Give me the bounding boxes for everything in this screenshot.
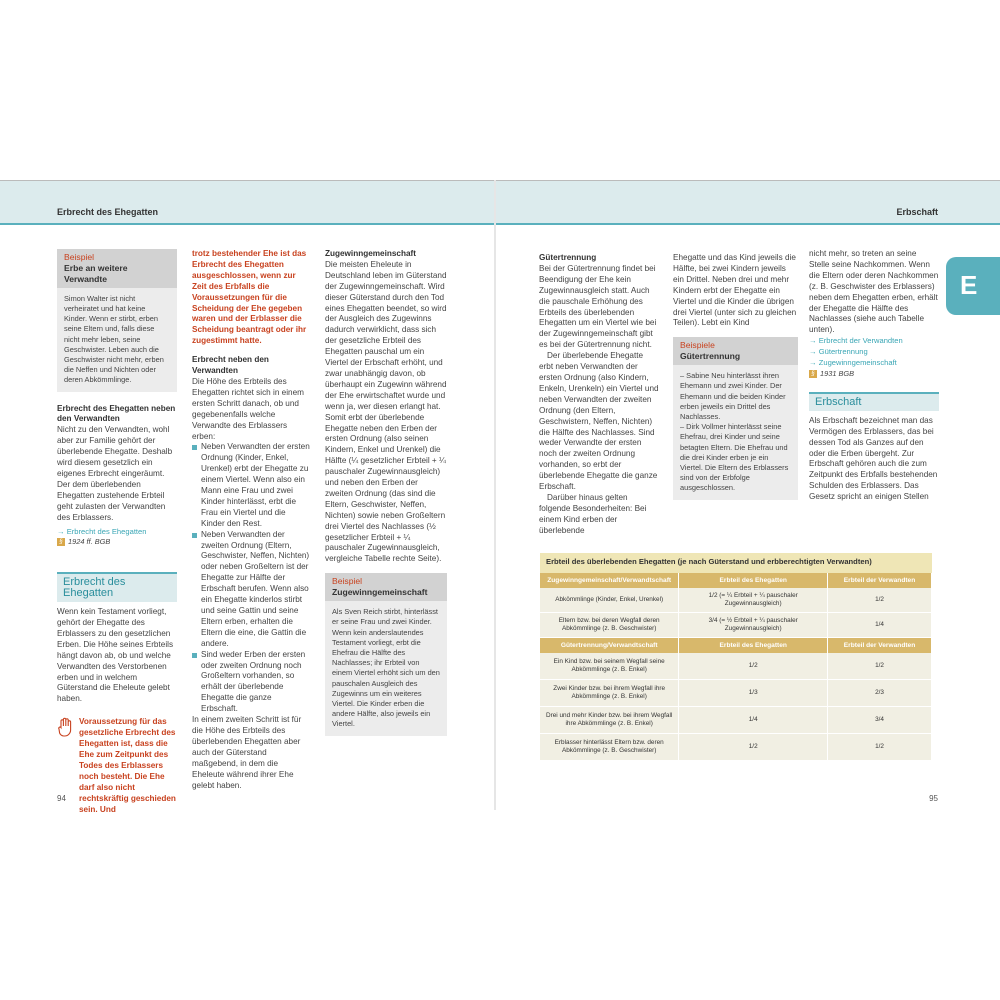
inheritance-table bbox=[540, 553, 932, 761]
table-title: Erbteil des überlebenden Ehegatten (je nach Güterstand und erbberechtigten Verwandten) bbox=[540, 553, 932, 573]
left-column-1 bbox=[57, 249, 177, 815]
section-title: Erbschaft bbox=[809, 392, 939, 411]
body-text: Ehegatte und das Kind jeweils die Hälfte, bei zwei Kindern jeweils ein Drittel. Neben drei und mehr Kindern erbt der Ehegatte ein Viertel und die Kinder die übrigen drei Viertel (unter sich zu gleichen Teilen). Lebt ein Kind bbox=[673, 253, 797, 328]
table-header bbox=[540, 573, 932, 588]
cross-reference-link[interactable]: → Erbrecht der Verwandten bbox=[809, 336, 903, 346]
table-cell: 3/4 bbox=[828, 707, 932, 733]
table-header bbox=[540, 638, 932, 653]
list-item: Neben Verwandten der ersten Ordnung (Kinder, Enkel, Urenkel) erbt der Ehegatte zu einem Viertel. Wenn also ein Mann eine Frau und zwei Kinder hinterlässt, erbt die Frau ein Viertel und die Kinder den Rest. bbox=[192, 442, 310, 529]
right-column-2 bbox=[673, 253, 798, 500]
paragraph-icon: § bbox=[809, 370, 817, 378]
example-title: Gütertrennung bbox=[680, 351, 741, 362]
table-row bbox=[540, 734, 932, 761]
right-column-3 bbox=[809, 249, 939, 503]
left-running-head: Erbrecht des Ehegatten bbox=[57, 207, 159, 217]
left-header-band bbox=[0, 181, 494, 225]
left-column-3 bbox=[325, 249, 447, 736]
example-box bbox=[325, 601, 447, 735]
table-cell: 1/2 bbox=[679, 734, 828, 760]
table-row bbox=[540, 707, 932, 734]
bullet-list bbox=[192, 442, 310, 715]
table-cell: Abkömmlinge (Kinder, Enkel, Urenkel) bbox=[540, 588, 679, 612]
table-row bbox=[540, 680, 932, 707]
table-cell: Eltern bzw. bei deren Wegfall deren Abkömmlinge (z. B. Geschwister) bbox=[540, 613, 679, 637]
body-text: Die Höhe des Erbteils des Ehegatten richtet sich in einem ersten Schritt danach, ob und gegebenenfalls welche Verwandte des Erblassers erben: bbox=[192, 376, 304, 441]
example-label: Beispiel bbox=[332, 576, 363, 587]
body-text: nicht mehr, so treten an seine Stelle seine Nachkommen. Wenn die Eltern oder deren Nachkommen (z. B. Geschwister des Erblassers) neben dem Ehegatten erben, erhält der Ehegatte die Hälfte des Nachlasses (siehe auch Tabelle unten). bbox=[809, 249, 939, 335]
subheading: Erbrecht neben den Verwandten bbox=[192, 355, 269, 376]
table-cell: 2/3 bbox=[828, 680, 932, 706]
body-text: Darüber hinaus gelten folgende Besonderheiten: Bei einem Kind erben der überlebende bbox=[539, 492, 647, 535]
hand-stop-icon bbox=[57, 717, 75, 741]
subheading: Erbrecht des Ehegatten neben den Verwandten bbox=[57, 403, 176, 424]
table-cell: Drei und mehr Kinder bzw. bei ihrem Wegfall ihre Abkömmlinge (z. B. Enkel) bbox=[540, 707, 679, 733]
paragraph-icon: § bbox=[57, 538, 65, 546]
body-text: In einem zweiten Schritt ist für die Höhe des Erbteils des überlebenden Ehegatten aber auch der Güterstand maßgebend, in dem die Eheleute während ihrer Ehe gelebt haben. bbox=[192, 715, 302, 790]
example-text: Als Sven Reich stirbt, hinterlässt er seine Frau und zwei Kinder. Wenn kein anderslautendes Testament vorliegt, erbt die Ehefrau die Hälfte des Nachlasses; ihr Erbteil von einem Viertel erhöht sich um den pauschalen Ausgleich des Zugewinns um ein weiteres Viertel. Die Kinder erben die andere Hälfte, also jeweils ein Viertel. bbox=[332, 607, 440, 729]
warning-text: Voraussetzung für das gesetzliche Erbrecht des Ehegatten ist, dass die Ehe zum Zeitpunkt des Todes des Erblassers noch besteht. Die Ehe darf also nicht rechtskräftig geschieden sein. Und bbox=[79, 717, 176, 814]
cross-reference-link[interactable]: → Zugewinngemeinschaft bbox=[809, 358, 897, 368]
table-cell: 1/2 (= ¼ Erbteil + ¼ pauschaler Zugewinnausgleich) bbox=[679, 588, 828, 612]
table-cell: 1/2 bbox=[828, 734, 932, 760]
column-header: Gütertrennung/Verwandtschaft bbox=[540, 638, 679, 653]
warning-continued: trotz bestehender Ehe ist das Erbrecht des Ehegatten ausgeschlossen, wenn zur Zeit des Erbfalls die Voraussetzungen für die Scheidung der Ehe gegeben waren und der Erblasser die Scheidung beantragt oder ihr zugestimmt hatte. bbox=[192, 249, 307, 346]
list-item: Neben Verwandten der zweiten Ordnung (Eltern, Geschwister, Neffen, Nichten) oder neben Großeltern ist der Ehegatte zur Hälfte der Erbschaft berufen. Wenn also ein Ehegatte kinderlos stirbt und seine Gattin und seine Eltern erben, erhalten die Eltern die eine, die Gattin die andere. bbox=[192, 530, 310, 650]
example-title: Zugewinngemeinschaft bbox=[332, 587, 428, 598]
section-text: Als Erbschaft bezeichnet man das Vermögen des Erblassers, das bei dessen Tod als Ganzes auf den oder die Erben übergeht. Zur Erbschaft gehören auch die zum Zeitpunkt des Erbfalls bestehenden Schulden des Erblassers. Das Gesetz spricht an einigen Stellen bbox=[809, 415, 938, 502]
table-cell: 1/2 bbox=[679, 653, 828, 679]
body-text: Die meisten Eheleute in Deutschland leben im Güterstand der Zugewinngemeinschaft. Wird dieser Güterstand durch den Tod eines Ehegatten beendet, so wird der Ausgleich des Zugewinns dadurch verwirklicht, dass sich der gesetzliche Erbteil des Ehegatten pauschal um ein Viertel der Erbschaft erhöht, und zwar unabhängig davon, ob überhaupt ein Zugewinn während der Ehe erwirtschaftet wurde und wenn ja, wer diesen erlangt hat. Somit erbt der überlebende Ehegatte neben den Erben der ersten Ordnung (also seinen Kindern, Enkel und Urenkel) die Hälfte (¼ gesetzlicher Erbteil + ¼ pauschaler Zugewinnausgleich) und neben den Erben der zweiten Ordnung (das sind die Eltern, Geschwister, Neffen, Nichten) sowie neben Großeltern drei Viertel des Nachlasses (½ gesetzlicher Erbteil + ¼ pauschaler Zugewinnausgleich, vergleiche Tabelle rechte Seite). bbox=[325, 259, 447, 564]
example-text: – Sabine Neu hinterlässt ihren Ehemann und zwei Kinder. Der Ehemann und die beiden Kinder erben jeweils ein Drittel des Nachlasses. bbox=[680, 371, 786, 421]
table-cell: 1/2 bbox=[828, 653, 932, 679]
section-title: Erbrecht des Ehegatten bbox=[57, 572, 177, 602]
subheading: Zugewinngemeinschaft bbox=[325, 249, 416, 258]
body-text: Nicht zu den Verwandten, wohl aber zur Familie gehört der überlebende Ehegatte. Deshalb wird diesem gesetzlich ein eigenes Erbrecht eingeräumt. Der dem überlebenden Ehegatten zustehende Erbteil geht zulasten der Verwandten des Erblassers. bbox=[57, 425, 173, 522]
page-number: 94 bbox=[57, 794, 66, 803]
table-cell: Ein Kind bzw. bei seinem Wegfall seine Abkömmlinge (z. B. Enkel) bbox=[540, 653, 679, 679]
thumb-index-tab: E bbox=[946, 257, 1000, 315]
list-item: Sind weder Erben der ersten oder zweiten Ordnung noch Großeltern vorhanden, so erhält der überlebende Ehegatte die ganze Erbschaft. bbox=[192, 650, 310, 715]
right-header-band bbox=[496, 181, 1000, 225]
left-page bbox=[0, 180, 494, 814]
right-column-1 bbox=[539, 253, 659, 537]
example-label: Beispiele bbox=[680, 340, 715, 351]
example-box-header bbox=[325, 573, 447, 601]
example-text: – Dirk Vollmer hinterlässt seine Ehefrau, drei Kinder und seine betagten Eltern. Die Ehefrau und die drei Kinder erben je ein Viertel. Die Eltern des Erblassers sind von der Erbfolge ausgeschlossen. bbox=[680, 422, 789, 493]
law-reference: § 1924 ff. BGB bbox=[57, 537, 177, 548]
table-cell: 1/2 bbox=[828, 588, 932, 612]
right-page bbox=[496, 180, 1000, 811]
cross-reference-link[interactable]: → Erbrecht des Ehegatten bbox=[57, 526, 147, 536]
table-row bbox=[540, 653, 932, 680]
cross-reference-link[interactable]: → Gütertrennung bbox=[809, 347, 868, 357]
table-cell: 3/4 (= ½ Erbteil + ¼ pauschaler Zugewinnausgleich) bbox=[679, 613, 828, 637]
table-row bbox=[540, 613, 932, 638]
example-box bbox=[57, 288, 177, 392]
table-cell: Zwei Kinder bzw. bei ihrem Wegfall ihre Abkömmlinge (z. B. Enkel) bbox=[540, 680, 679, 706]
section-text: Wenn kein Testament vorliegt, gehört der Ehegatte des Erblassers zu den gesetzlichen Erben. Die Höhe seines Erbteils hängt davon ab, ob und welche Verwandten des Verstorbenen erben und in welchem Güterstand die Eheleute gelebt haben. bbox=[57, 607, 174, 704]
column-header: Erbteil der Verwandten bbox=[828, 638, 932, 653]
example-text: Simon Walter ist nicht verheiratet und hat keine Kinder. Wenn er stirbt, erben seine Eltern und, falls diese nicht mehr leben, seine Geschwister. Leben auch die Geschwister nicht mehr, erben die Neffen und Nichten oder deren Abkömmlinge. bbox=[64, 293, 164, 385]
page-number: 95 bbox=[929, 794, 938, 803]
table-cell: 1/3 bbox=[679, 680, 828, 706]
column-header: Zugewinngemeinschaft/Verwandtschaft bbox=[540, 573, 679, 588]
example-box-header bbox=[673, 337, 798, 365]
warning-note bbox=[57, 717, 177, 815]
example-box-header bbox=[57, 249, 177, 288]
right-running-head: Erbschaft bbox=[896, 207, 938, 217]
table-cell: 1/4 bbox=[679, 707, 828, 733]
table-cell: 1/4 bbox=[828, 613, 932, 637]
example-title: Erbe an weitere Verwandte bbox=[64, 262, 128, 284]
body-text: Der überlebende Ehegatte erbt neben Verwandten der ersten Ordnung (also Kindern, Enkeln, Urenkeln) ein Viertel und neben Verwandten der zweiten Ordnung (den Eltern, Geschwistern, Neffen, Nichten) die Hälfte des Nachlasses. Sind weder Verwandte der ersten noch der zweiten Ordnung vorhanden, so erbt der überlebende Ehegatte die ganze Erbschaft. bbox=[539, 351, 659, 492]
table-row bbox=[540, 588, 932, 613]
left-column-2 bbox=[192, 249, 310, 791]
table-cell: Erblasser hinterlässt Eltern bzw. deren Abkömmlinge (z. B. Geschwister) bbox=[540, 734, 679, 760]
column-header: Erbteil der Verwandten bbox=[828, 573, 932, 588]
example-label: Beispiel bbox=[64, 252, 95, 262]
body-text: Bei der Gütertrennung findet bei Beendigung der Ehe kein Zugewinnausgleich statt. Auch die pauschale Erhöhung des Erbteils des überlebenden Ehegatten um ein Viertel wie bei der Zugewinngemeinschaft gibt es bei der Gütertrennung nicht. bbox=[539, 263, 657, 350]
law-reference: § 1931 BGB bbox=[809, 369, 939, 380]
column-header: Erbteil des Ehegatten bbox=[679, 638, 828, 653]
example-box bbox=[673, 365, 798, 499]
column-header: Erbteil des Ehegatten bbox=[679, 573, 828, 588]
subheading: Gütertrennung bbox=[539, 253, 597, 262]
